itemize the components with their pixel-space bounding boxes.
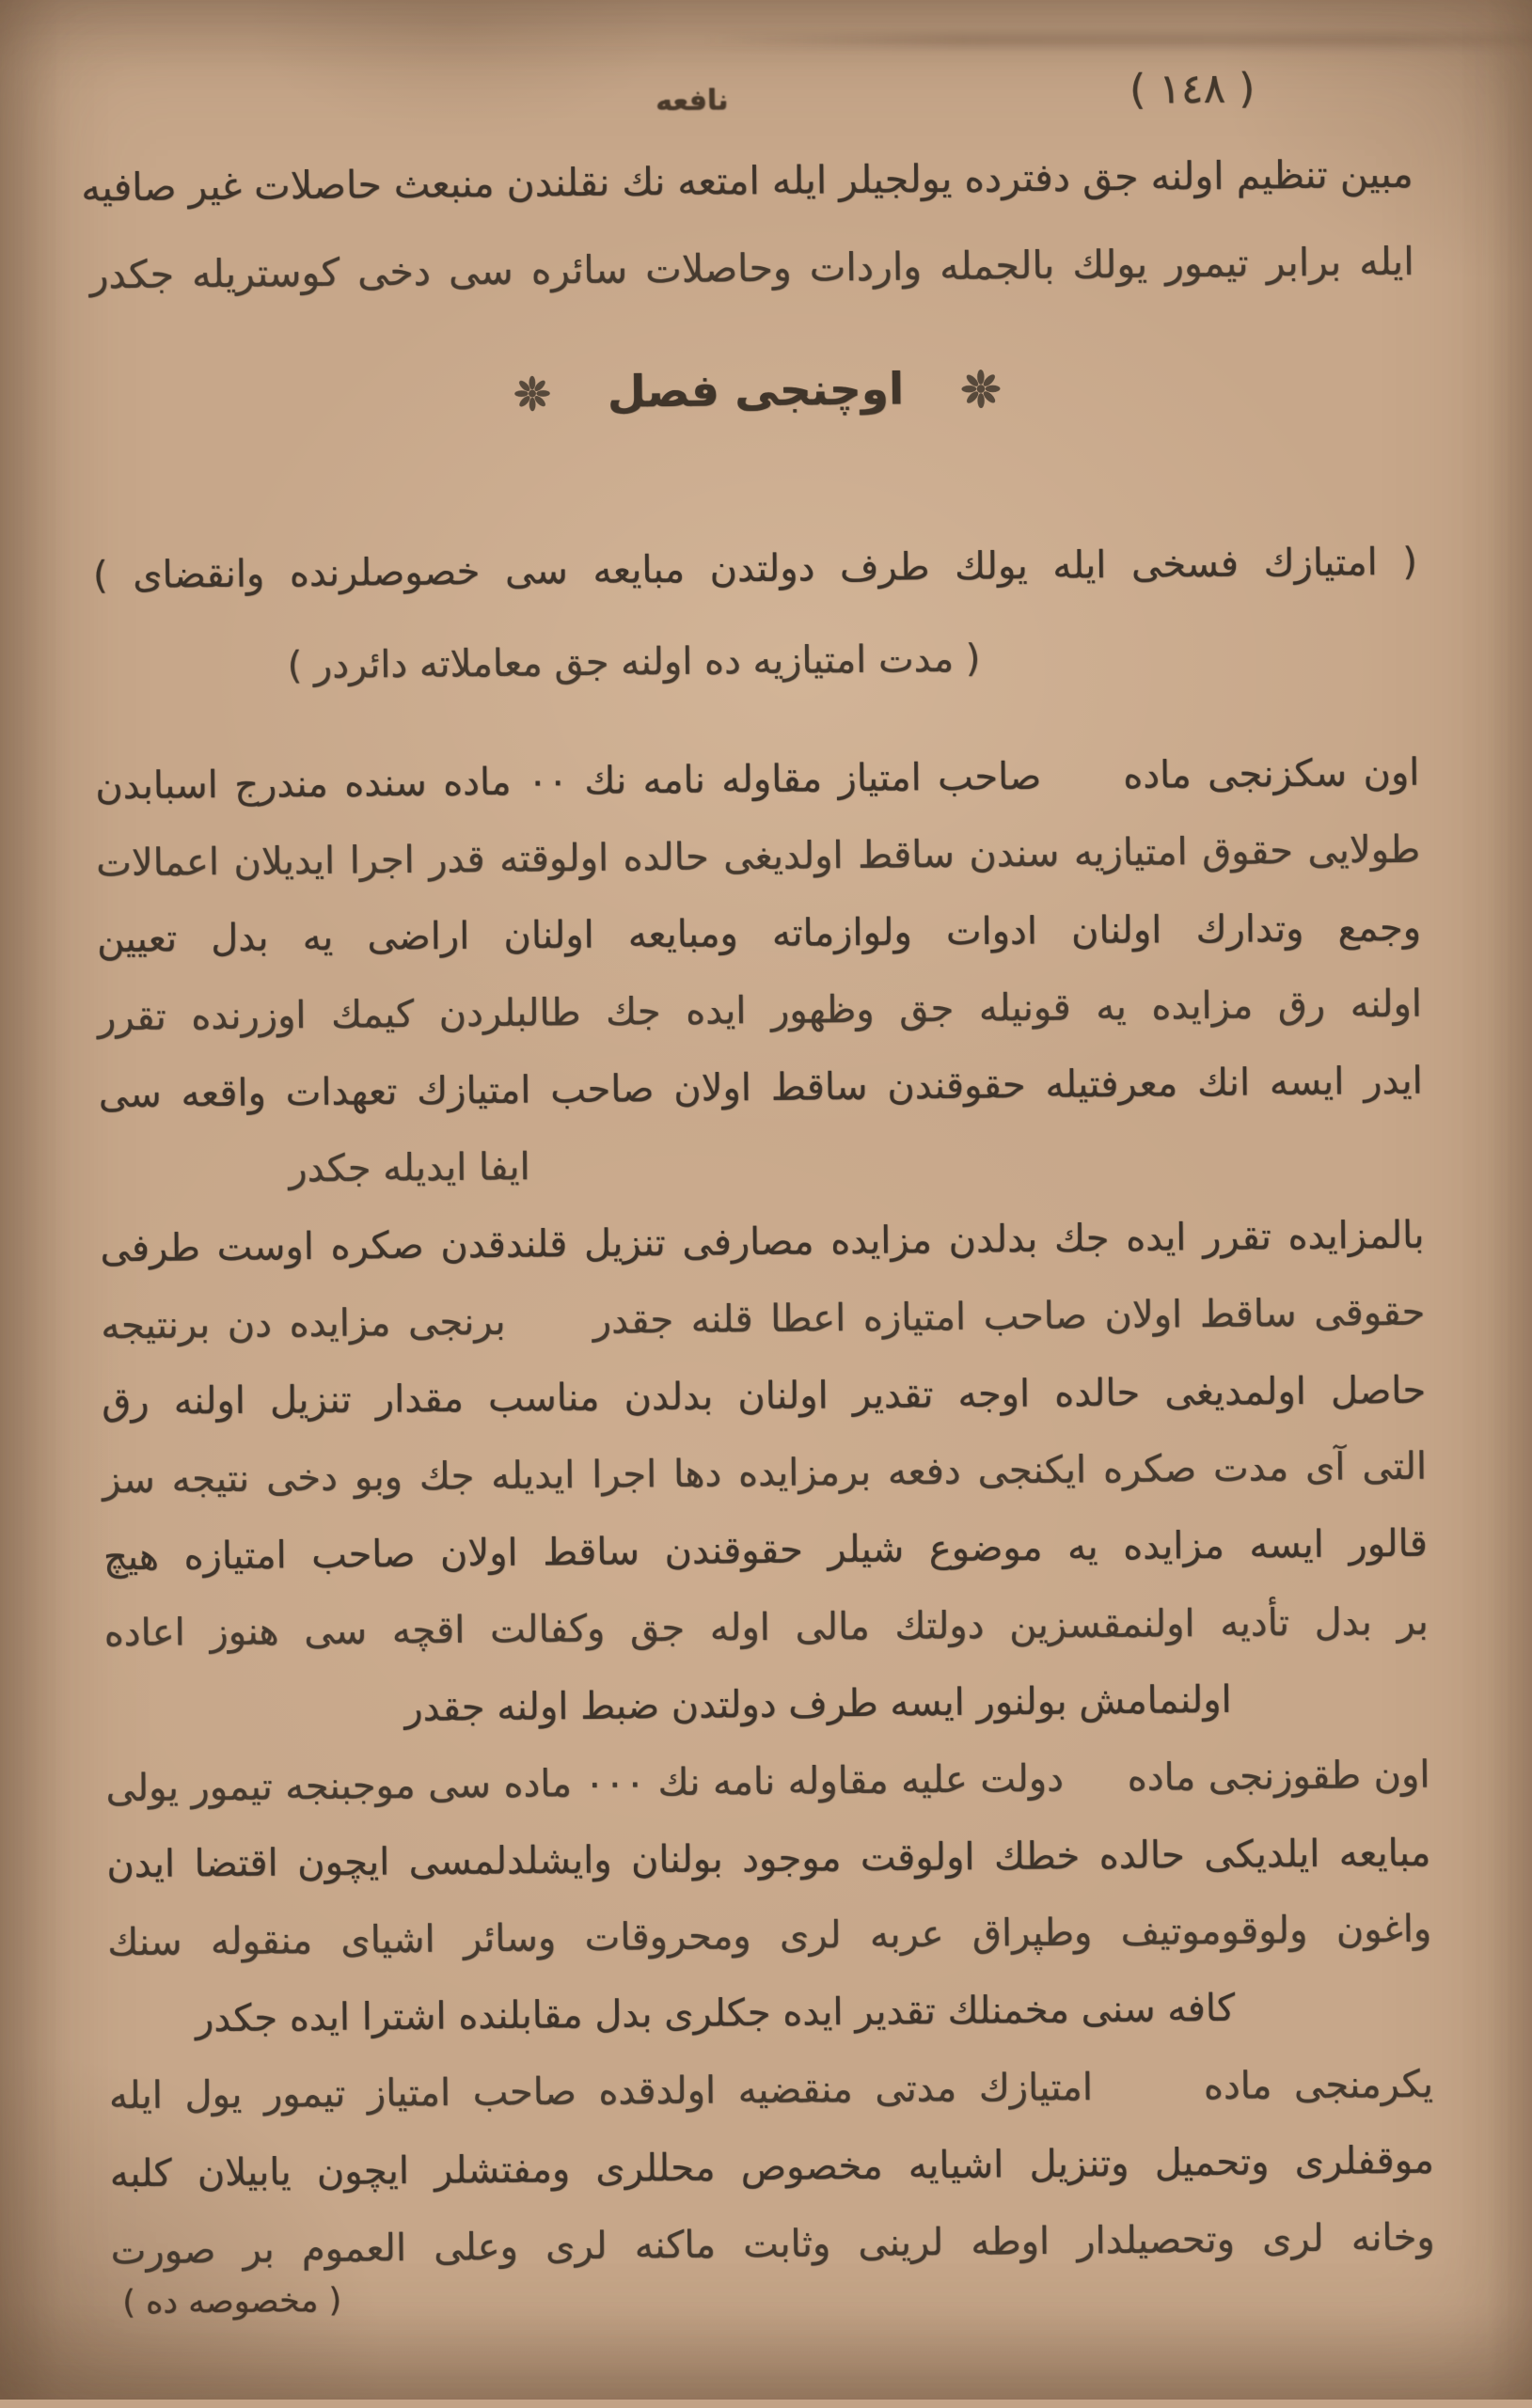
text-line: مبين تنظيم اولنه جق دفترده يولجيلر ايله امتعه نك نقلندن منبعث حاصلات غير صافيه	[81, 150, 1414, 211]
text-line: ( مدت امتيازيه ده اولنه جق معاملاته دائردر )	[287, 637, 981, 688]
chapter-heading	[0, 357, 1524, 425]
text-line: ايفا ايديله جكدر	[289, 1145, 530, 1191]
page-number: ( ١٤٨ )	[1129, 64, 1256, 114]
running-header-title: نافعه	[655, 84, 729, 118]
text-line: اولنمامش بولنور ايسه طرف دولتدن ضبط اولنه جقدر	[404, 1677, 1232, 1731]
intro-paragraph	[81, 131, 1414, 320]
text-line: حقوقى ساقط اولان صاحب امتيازه اعطا قلنه جقدر برنجى مزايده دن برنتيجه	[101, 1290, 1426, 1348]
rosette-ornament-icon	[958, 366, 1003, 412]
text-line: وخانه لرى وتحصيلدار اوطه لرينى وثابت ماكنه لرى وعلى العموم بر صورت	[110, 2215, 1435, 2274]
text-line: كافه سنى مخمنلك تقدير ايده جكلرى بدل مقابلنده اشترا ايده جكدر	[195, 1986, 1236, 2041]
text-line: واغون ولوقوموتيف وطپراق عربه لرى ومحروقات وسائر اشياى منقوله سنك	[106, 1907, 1432, 1965]
text-line: ايله برابر تيمور يولك بالجمله واردات وحاصلات سائره سى دخى كوستريله جكدر	[89, 238, 1414, 298]
catchword: ( مخصوصه ده )	[122, 2281, 342, 2322]
text-line: اولنه رق مزايده يه قونيله جق وظهور ايده جك طالبلردن كيمك اوزرنده تقرر	[97, 982, 1423, 1040]
chapter-subtitle	[92, 516, 1418, 715]
text-line: بر بدل تأديه اولنمقسزين دولتك مالى اوله جق وكفالت اقچه سى هنوز اعاده	[103, 1599, 1429, 1656]
rosette-ornament-icon	[512, 372, 553, 414]
text-line: حاصل اولمديغى حالده اوجه تقدير اولنان بدلدن مناسب مقدار تنزيل اولنه رق	[102, 1368, 1427, 1424]
text-line: يكرمنجى ماده امتيازك مدتى منقضيه اولدقده صاحب امتياز تيمور يول ايله	[108, 2062, 1434, 2118]
text-line: اون طقوزنجى ماده دولت عليه مقاوله نامه نك ٠٠٠ ماده سى موجبنجه تيمور يولى	[105, 1753, 1430, 1811]
text-line: موقفلرى وتحميل وتنزيل اشيايه مخصوص محللرى ومفتشلر ايچون يابيلان كلبه	[109, 2138, 1434, 2196]
text-line: اون سكزنجى ماده صاحب امتياز مقاوله نامه نك ٠٠ ماده سنده مندرج اسبابدن	[95, 750, 1420, 809]
text-line: قالور ايسه مزايده يه موضوع شيلر حقوقندن ساقط اولان صاحب امتيازه هيچ	[103, 1521, 1429, 1580]
text-line: ( امتيازك فسخى ايله يولك طرف دولتدن مبايعه سى خصوصلرنده وانقضاى )	[92, 540, 1418, 598]
text-line: ايدر ايسه انك معرفتيله حقوقندن ساقط اولان صاحب امتيازك تعهدات واقعه سى	[98, 1059, 1423, 1117]
text-line: طولايى حقوق امتيازيه سندن ساقط اولديغى حالده اولوقته قدر اجرا ايديلان اعمالات	[95, 827, 1421, 886]
text-line: بالمزايده تقرر ايده جك بدلدن مزايده مصارفى تنزيل قلندقدن صكره اوست طرفى	[100, 1213, 1425, 1271]
text-line: التى آى مدت صكره ايكنجى دفعه برمزايده دها اجرا ايديله جك وبو دخى نتيجه سز	[102, 1444, 1428, 1503]
chapter-title: اوچنجى فصل	[607, 363, 905, 418]
body-text	[95, 734, 1435, 2290]
text-line: مبايعه ايلديكى حالده خطك اولوقت موجود بولنان وايشلدلمسى ايچون اقتضا ايدن	[106, 1831, 1431, 1887]
text-line: وجمع وتدارك اولنان ادوات ولوازماته ومبايعه اولنان اراضى يه بدل تعيين	[96, 905, 1422, 962]
